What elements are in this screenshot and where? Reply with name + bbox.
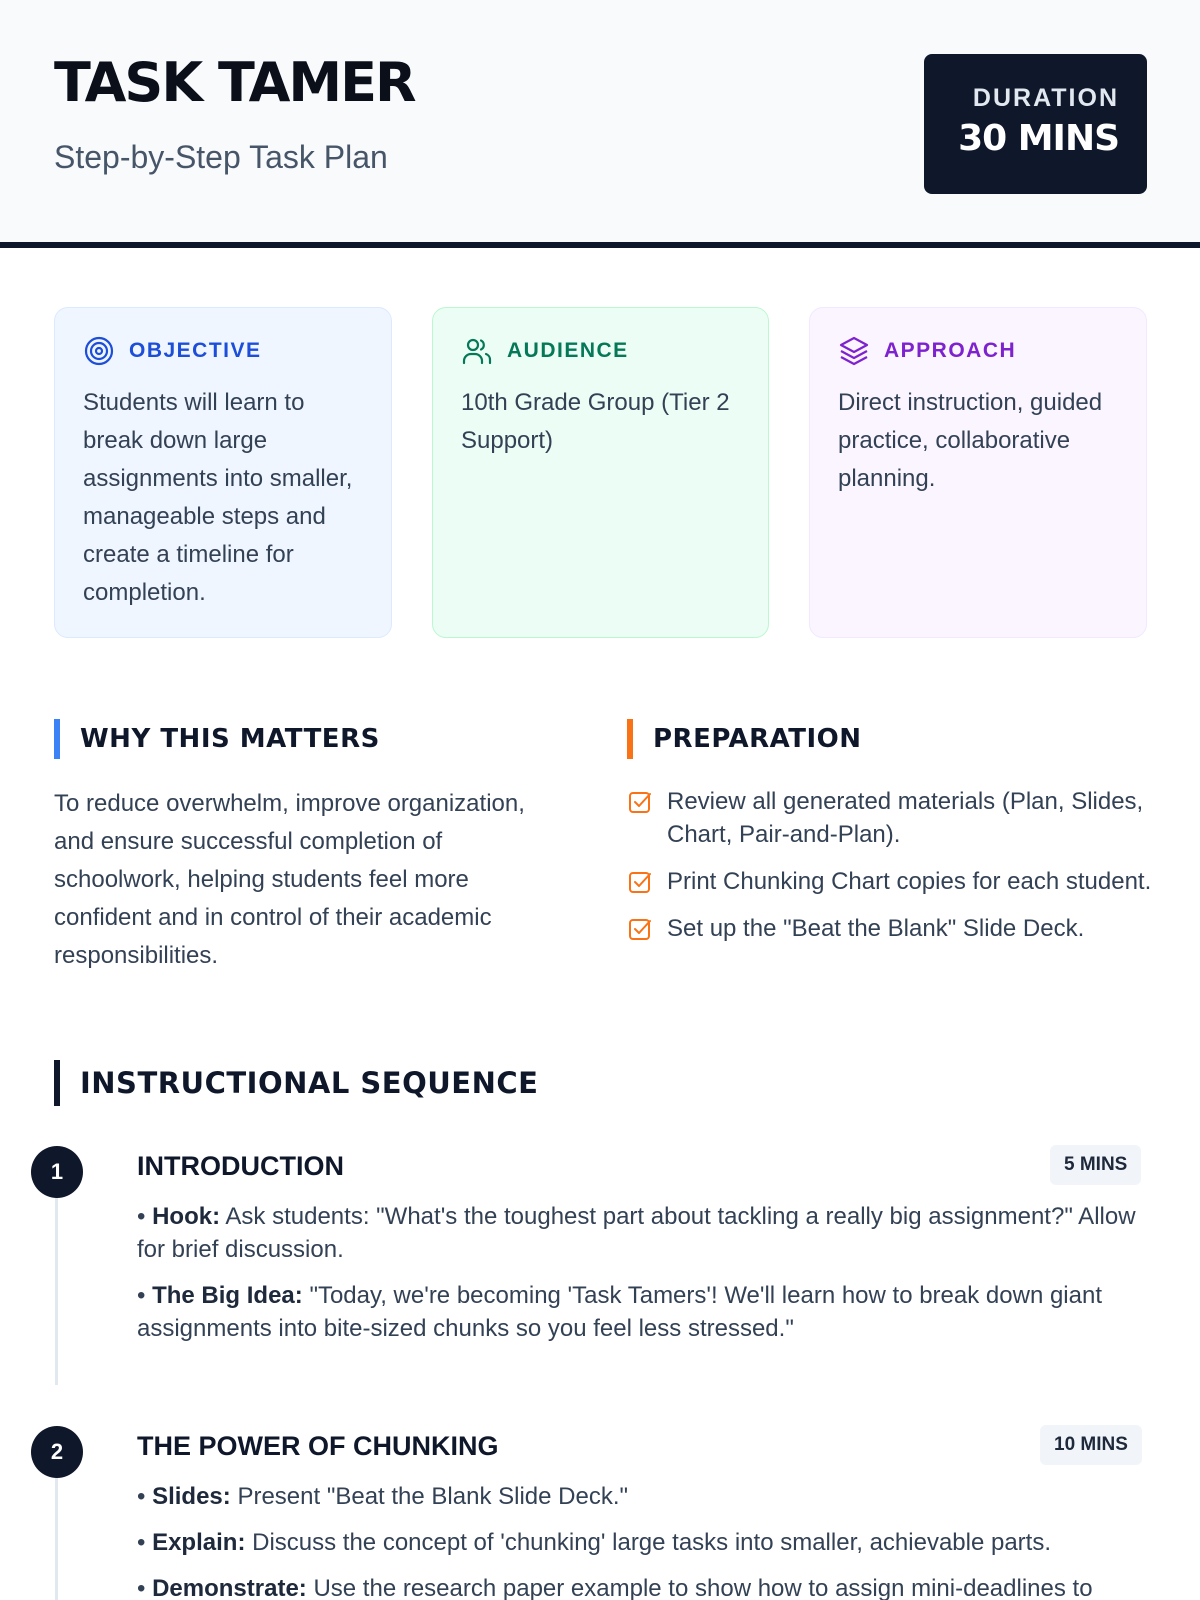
sequence-heading (54, 1060, 538, 1106)
duration-badge (924, 54, 1147, 194)
duration-label: DURATION (972, 84, 1119, 112)
audience-text: 10th Grade Group (Tier 2 Support) (461, 389, 730, 454)
step-number: 1 (31, 1146, 83, 1198)
bullet-text: Discuss the concept of 'chunking' large tasks into smaller, achievable parts. (252, 1529, 1052, 1556)
why-heading (54, 719, 380, 759)
step-bullet: • The Big Idea: "Today, we're becoming 'Task Tamers'! We'll learn how to break down giant assignments into bite-sized chunks so you feel less stressed." (137, 1282, 1102, 1342)
step-number: 2 (31, 1426, 83, 1478)
sequence-accent-bar (54, 1060, 60, 1106)
prep-item-text: Set up the "Beat the Blank" Slide Deck. (667, 915, 1085, 942)
bullet-label: The Big Idea: (152, 1282, 303, 1309)
why-heading-text: WHY THIS MATTERS (80, 724, 380, 754)
step-title: INTRODUCTION (137, 1151, 344, 1181)
step-body (137, 1480, 1147, 1600)
prep-list (627, 785, 1167, 959)
prep-accent-bar (627, 719, 633, 759)
target-icon (83, 335, 115, 367)
step-bullet: • Demonstrate: Use the research paper example to show how to assign mini-deadlines to (137, 1575, 1093, 1600)
bullet-text: Use the research paper example to show how to assign mini-deadlines to (313, 1575, 1093, 1600)
bullet-text: "Today, we're becoming 'Task Tamers'! We'll learn how to break down giant assignments into bite-sized chunks so you feel less stressed." (137, 1282, 1102, 1342)
checkbox-checked-icon (627, 869, 653, 895)
step-body (137, 1200, 1147, 1358)
layers-icon (838, 335, 870, 367)
list-item (627, 912, 1167, 945)
step-duration-badge: 10 MINS (1040, 1425, 1142, 1465)
bullet-label: Slides: (152, 1483, 231, 1510)
bullet-label: Demonstrate: (152, 1575, 307, 1600)
step-duration-badge: 5 MINS (1050, 1145, 1141, 1185)
prep-item-text: Review all generated materials (Plan, Slides, Chart, Pair-and-Plan). (667, 788, 1144, 848)
page-subtitle: Step-by-Step Task Plan (54, 139, 388, 175)
why-accent-bar (54, 719, 60, 759)
approach-text: Direct instruction, guided practice, collaborative planning. (838, 389, 1103, 492)
timeline-connector (55, 1478, 58, 1600)
bullet-label: Hook: (152, 1203, 221, 1230)
bullet-text: Ask students: "What's the toughest part about tackling a really big assignment?" Allow for brief discussion. (137, 1203, 1136, 1263)
checkbox-checked-icon (627, 789, 653, 815)
approach-label: APPROACH (884, 339, 1017, 362)
checkbox-checked-icon (627, 916, 653, 942)
objective-card (54, 307, 392, 638)
why-text: To reduce overwhelm, improve organization, and ensure successful completion of schoolwork, helping students feel more confident and in control of their academic responsibilities. (54, 790, 525, 969)
audience-card (432, 307, 769, 638)
prep-item-text: Print Chunking Chart copies for each student. (667, 868, 1152, 895)
list-item (627, 865, 1167, 898)
users-icon (461, 335, 493, 367)
sequence-heading-text: INSTRUCTIONAL SEQUENCE (80, 1066, 539, 1100)
prep-heading-text: PREPARATION (653, 724, 862, 754)
page-title: TASK TAMER (54, 51, 415, 114)
approach-card (809, 307, 1147, 638)
bullet-label: Explain: (152, 1529, 246, 1556)
audience-label: AUDIENCE (507, 339, 629, 362)
objective-label: OBJECTIVE (129, 339, 262, 362)
page-header (0, 0, 1200, 248)
step-title: THE POWER OF CHUNKING (137, 1431, 499, 1461)
timeline-connector (55, 1197, 58, 1385)
objective-text: Students will learn to break down large assignments into smaller, manageable steps and create a timeline for completion. (83, 389, 353, 606)
duration-value: 30 MINS (958, 118, 1119, 159)
step-bullet: • Explain: Discuss the concept of 'chunking' large tasks into smaller, achievable parts. (137, 1529, 1052, 1556)
step-bullet: • Slides: Present "Beat the Blank Slide Deck." (137, 1483, 629, 1510)
list-item (627, 785, 1167, 851)
step-bullet: • Hook: Ask students: "What's the toughest part about tackling a really big assignment?" Allow for brief discussion. (137, 1203, 1136, 1263)
prep-heading (627, 719, 862, 759)
bullet-text: Present "Beat the Blank Slide Deck." (237, 1483, 629, 1510)
